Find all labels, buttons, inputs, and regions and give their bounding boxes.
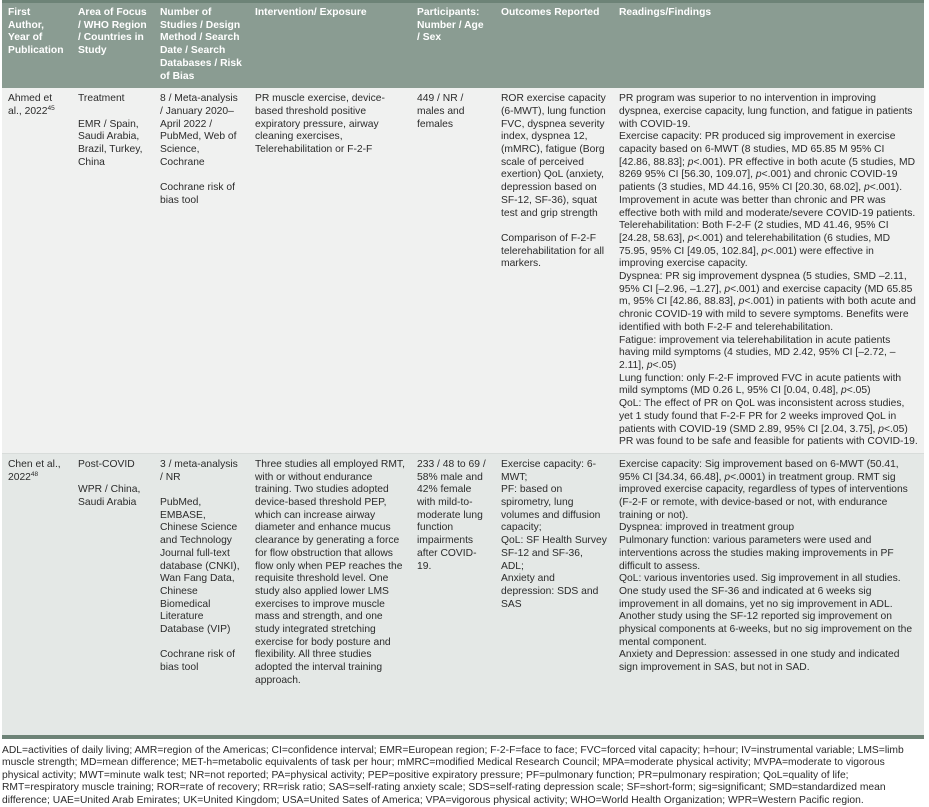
header-findings: Readings/Findings: [619, 7, 712, 18]
header-focus: Area of Focus / WHO Region / Countries in Study: [78, 7, 147, 57]
cell-intervention: Three studies all employed RMT, with or without endurance training. Two studies adopted device-based threshold PEP, which can increase airway diameter and enhance mucus clearance by generating a force for flow obstruction that allows flow only when PEP reaches the requisite threshold level. One study also applied lower LMS exercises to improve muscle mass and strength, and one study integrated stretching exercise for body posture and flexibility. All three studies adopted the interval training approach.: [255, 458, 405, 686]
finding-safety: PR was found to be safe and feasible for patients with COVID-19.: [619, 436, 918, 448]
outcome-qol: QoL: SF Health Survey SF-12 and SF-36, ADL;: [501, 535, 607, 572]
cell-participants: 233 / 48 to 69 / 58% male and 42% female with mild-to-moderate lung function impairments after COVID-19.: [417, 458, 486, 572]
cell-focus: [72, 88, 154, 453]
region-countries: EMR / Spain, Saudi Arabia, Brazil, Turkey, China: [78, 118, 143, 168]
finding-pulmonary-function: Pulmonary function: various parameters were used and interventions across the studies making improvements in PF difficult to assess.: [619, 535, 894, 572]
design-method: 3 / meta-analysis / NR: [160, 458, 238, 483]
finding-qol: QoL: various inventories used. Sig improvement in all studies. One study used the SF-36 and indicated at 6 weeks sig improvement in all domains, yet no sig improvement in ADL. Another study using the SF-12 reported sig improvement on physical components at 6-weeks, but no sig improvement on the mental component.: [619, 573, 913, 648]
outcome-anxiety: Anxiety and depression: SDS and SAS: [501, 573, 599, 610]
abbreviations-footnote: ADL=activities of daily living; AMR=region of the Americas; CI=confidence interval; EMR=European region; F-2-F=face to face; FVC=forced vital capacity; h=hour; IV=instrumental variable; LMS=limb muscle strength; MD=mean difference; MET-h=metabolic equivalents of task per hour; mMRC=modified Medical Research Council; MPA=moderate physical activity; MVPA=moderate to vigorous physical activity; MWT=minute walk test; NR=not reported; PA=physical activity; PEP=positive expiratory pressure; PF=pulmonary function; PR=pulmonary respiration; QoL=quality of life; RMT=respiratory muscle training; ROR=rate of recovery; RR=risk ratio; SAS=self-rating anxiety scale; SDS=self-rating depression scale; SF=short-form; sig=significant; SMD=standardized mean difference; UAE=United Arab Emirates; UK=United Kingdom; USA=United Sates of America; VPA=vigorous physical activity; WHO=World Health Organization; WPR=Western Pacific region.: [2, 744, 904, 806]
evidence-summary-table: [2, 0, 924, 739]
area-of-focus: Treatment: [78, 93, 125, 105]
cell-participants: 449 / NR / males and females: [417, 93, 465, 130]
reference-number: 45: [47, 104, 55, 112]
design-method: 8 / Meta-analysis / January 2020–April 2022 / PubMed, Web of Science, Cochrane: [160, 93, 238, 168]
cell-findings: [613, 453, 924, 736]
search-databases: PubMed, EMBASE, Chinese Science and Technology Journal full-text database (CNKI), Wan Fang Data, Chinese Biomedical Literature Database (VIP): [160, 497, 240, 636]
table-row: [2, 88, 924, 453]
cell-findings: [613, 88, 924, 453]
risk-of-bias: Cochrane risk of bias tool: [160, 182, 235, 206]
cell-author: [2, 453, 72, 736]
cell-author: [2, 88, 72, 453]
finding-anxiety-depression: Anxiety and Depression: assessed in one study and indicated sign improvement in SAS, but not in SAD.: [619, 649, 900, 674]
outcome-pf: PF: based on spirometry, lung volumes and diffusion capacity;: [501, 484, 601, 534]
cell-design: [154, 88, 249, 453]
risk-of-bias: Cochrane risk of bias tool: [160, 649, 235, 674]
cell-focus: [72, 453, 154, 736]
finding-lung-function: Lung function: only F-2-F improved FVC in acute patients with mild symptoms (MD 0.26 L, 95% CI [0.04, 0.48], p<.05): [619, 372, 902, 397]
header-intervention: Intervention/ Exposure: [255, 7, 367, 18]
header-design: Number of Studies / Design Method / Search Date / Search Databases / Risk of Bias: [160, 7, 242, 82]
finding-dyspnea: Dyspnea: improved in treatment group: [619, 522, 795, 534]
evidence-table-container: [2, 0, 924, 807]
finding-fatigue: Fatigue: improvement via telerehabilitation in acute patients having mild symptoms (4 studies, MD 2.42, 95% CI [–2.72, –2.11], p<.05): [619, 334, 896, 371]
cell-intervention: PR muscle exercise, device-based threshold positive expiratory pressure, airway cleaning exercises, Telerehabilitation or F-2-F: [255, 93, 385, 156]
outcomes-list: ROR exercise capacity (6-MWT), lung function FVC, dyspnea severity index, dyspnea 12, (mMRC), fatigue (Borg scale of perceived exertion) QoL (anxiety, depression based on SF-12, SF-36), squat test and grip strength: [501, 93, 606, 219]
table-header-row: [2, 2, 924, 89]
region-countries: WPR / China, Saudi Arabia: [78, 484, 141, 508]
header-participants: Participants: Number / Age / Sex: [417, 7, 484, 44]
finding-dyspnea: Dyspnea: PR sig improvement dyspnea (5 studies, SMD –2.11, 95% CI [–2.96, –1.27], p<.001) and exercise capacity (MD 65.85 m, 95% CI [42.86, 88.83], p<.001) in patients with both acute and chronic COVID-19 with mild to severe symptoms. Benefits were identified with both F-2-F and telerehabilitation.: [619, 271, 916, 333]
cell-outcomes: [495, 453, 613, 736]
header-author: First Author, Year of Publication: [8, 7, 64, 57]
finding-qol: QoL: The effect of PR on QoL was inconsistent across studies, yet 1 study found that F-2-F PR for 2 weeks improved QoL in patients with COVID-19 (SMD 2.89, 95% CI [2.04, 3.75], p<.05): [619, 398, 908, 435]
area-of-focus: Post-COVID: [78, 458, 135, 470]
finding-summary: PR program was superior to no intervention in improving dyspnea, exercise capacity, lung function, and fatigue in patients with COVID-19.: [619, 93, 913, 130]
header-outcomes: Outcomes Reported: [501, 7, 600, 18]
reference-number: 48: [30, 470, 39, 478]
outcome-exercise: Exercise capacity: 6-MWT;: [501, 458, 596, 483]
table-row: [2, 453, 924, 736]
author-name: Chen et al., 2022: [8, 458, 61, 483]
author-name: Ahmed et al., 2022: [8, 93, 53, 117]
outcomes-comparison: Comparison of F-2-F telerehabilitation for all markers.: [501, 232, 605, 270]
cell-outcomes: [495, 88, 613, 453]
cell-design: [154, 453, 249, 736]
finding-exercise-capacity: Exercise capacity: Sig improvement based on 6-MWT (50.41, 95% CI [34.34, 66.48], p<.0001) in treatment group. RMT sig improved exercise capacity, regardless of types of interventions (F-2-F or remote, with device-based or not, with endurance training or not).: [619, 458, 908, 521]
finding-exercise-capacity: Exercise capacity: PR produced sig improvement in exercise capacity based on 6-MWT (8 studies, MD 65.85 M 95% CI [42.86, 88.83]; p<.001). PR effective in both acute (5 studies, MD 8269 95% CI [56.30, 109.07], p<.001) and chronic COVID-19 patients (3 studies, MD 44.16, 95% CI [20.30, 68.02], p<.001). Improvement in acute was better than chronic and PR was effective both with mild and moderate/severe COVID-19 patients. Telerehabilitation: Both F-2-F (2 studies, MD 41.46, 95% CI [24.28, 58.63], p<.001) and telerehabilitation (6 studies, MD 75.95, 95% CI [49.05, 102.84], p<.001) were effective in improving exercise capacity.: [619, 131, 916, 270]
